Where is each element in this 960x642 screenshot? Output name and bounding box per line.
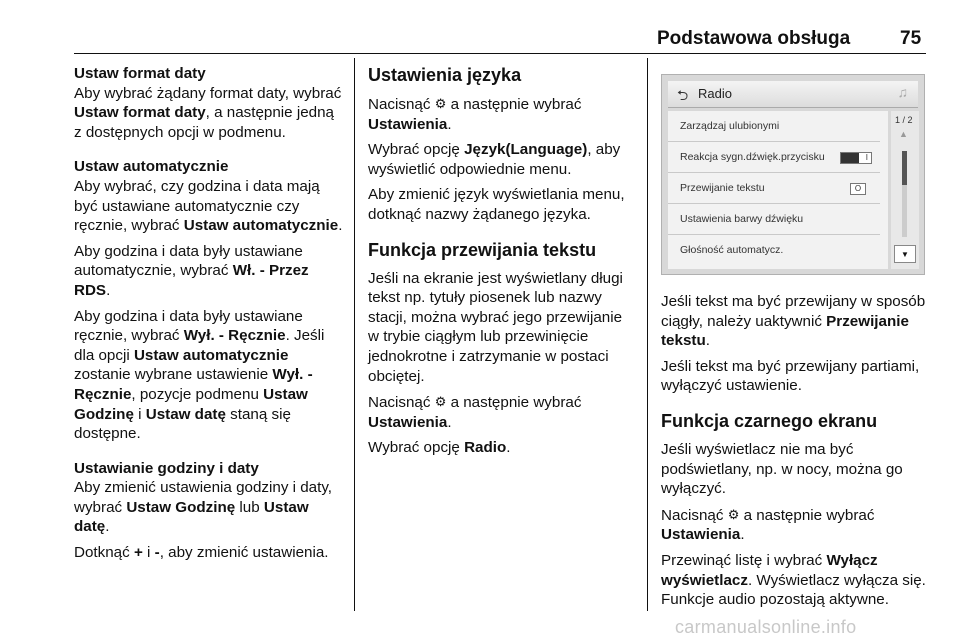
column-3: [661, 292, 929, 616]
toggle-switch[interactable]: O: [850, 183, 866, 195]
column-1: [74, 64, 344, 569]
list-item[interactable]: Reakcja sygn.dźwięk.przycisku I: [668, 142, 880, 173]
paragraph: Aby wybrać żądany format daty, wybrać Ustaw format daty, a następnie jedną z dostępnych opcji w podmenu.: [74, 84, 342, 141]
heading-date-format: Ustaw format daty: [74, 65, 206, 82]
page-indicator: 1 / 2: [895, 115, 913, 125]
column-divider-2: [647, 58, 648, 611]
paragraph: Przewinąć listę i wybrać Wyłącz wyświetlacz. Wyświetlacz wyłącza się. Funkcje audio pozostają aktywne.: [661, 551, 926, 609]
page-number: 75: [900, 28, 922, 49]
watermark: carmanualsonline.info: [675, 617, 857, 637]
paragraph: Jeśli wyświetlacz nie ma być podświetlany, np. w nocy, można go wyłączyć.: [661, 440, 903, 498]
list-item[interactable]: Ustawienia barwy dźwięku: [668, 204, 880, 235]
paragraph: Nacisnąć ⚙ a następnie wybrać Ustawienia.: [368, 96, 582, 133]
list-item[interactable]: Głośność automatycz.: [680, 244, 784, 256]
page-header: [0, 0, 960, 56]
music-note-icon: ♫: [897, 84, 908, 100]
gear-icon: ⚙: [727, 506, 740, 522]
gear-icon: ⚙: [434, 394, 447, 410]
paragraph: Jeśli tekst ma być przewijany w sposób ciągły, należy uaktywnić Przewijanie tekstu.: [661, 293, 926, 350]
heading-time-date: Ustawianie godziny i daty: [74, 459, 259, 477]
screen-title: Radio: [698, 86, 732, 101]
paragraph: Aby wybrać, czy godzina i data mają być ustawiane automatycznie czy ręcznie, wybrać Ustaw automatycznie.: [74, 177, 343, 235]
paragraph: Nacisnąć ⚙ a następnie wybrać Ustawienia.: [661, 506, 875, 544]
heading-scrolling: Funkcja przewijania tekstu: [368, 239, 597, 260]
paragraph: Aby zmienić ustawienia godziny i daty, wybrać Ustaw Godzinę lub Ustaw datę.: [74, 479, 333, 536]
scrollbar[interactable]: [891, 111, 919, 269]
paragraph: Aby godzina i data były ustawiane ręcznie, wybrać Wył. - Ręcznie. Jeśli dla opcji Ustaw automatycznie zostanie wybrane ustawienie Wył. - Ręcznie, pozycje podmenu Ustaw Godzinę i Ustaw datę staną się dostępne.: [74, 307, 325, 443]
column-2: [368, 64, 636, 464]
paragraph: Nacisnąć ⚙ a następnie wybrać Ustawienia.: [368, 394, 582, 431]
back-arrow-icon[interactable]: ⮌: [677, 87, 689, 103]
toggle-switch[interactable]: I: [840, 152, 872, 164]
header-rule: [74, 53, 926, 54]
paragraph: Jeśli tekst ma być przewijany partiami, wyłączyć ustawienie.: [661, 357, 920, 395]
scroll-up-icon[interactable]: ▲: [899, 129, 908, 139]
settings-list: [668, 111, 888, 269]
page-title: Podstawowa obsługa: [657, 28, 851, 49]
heading-black-screen: Funkcja czarnego ekranu: [661, 410, 878, 431]
screen-title-bar: [668, 81, 918, 108]
gear-icon: ⚙: [434, 96, 447, 111]
radio-menu-screenshot: [661, 74, 925, 275]
scroll-thumb[interactable]: [902, 151, 907, 185]
list-item[interactable]: Przewijanie tekstu O: [668, 173, 880, 204]
paragraph: Wybrać opcję Radio.: [368, 439, 511, 457]
heading-auto-set: Ustaw automatycznie: [74, 158, 229, 176]
paragraph: Jeśli na ekranie jest wyświetlany długi tekst np. tytuły piosenek lub nazwy stacji, można wybrać jego przewijanie w trybie ciągłym lub przewinięcie jednokrotne i zatrzymanie w postaci obciętej.: [368, 269, 623, 385]
paragraph: Aby zmienić język wyświetlania menu, dotknąć nazwy żądanego języka.: [368, 186, 625, 223]
paragraph: Aby godzina i data były ustawiane automatycznie, wybrać Wł. - Przez RDS.: [74, 242, 309, 299]
paragraph: Wybrać opcję Język(Language), aby wyświetlić odpowiednie menu.: [368, 141, 621, 178]
list-item[interactable]: Zarządzaj ulubionymi: [668, 111, 880, 142]
paragraph: Dotknąć + i -, aby zmienić ustawienia.: [74, 544, 329, 562]
scroll-down-button[interactable]: ▼: [894, 245, 916, 263]
column-divider-1: [354, 58, 355, 611]
heading-language: Ustawienia języka: [368, 65, 522, 85]
